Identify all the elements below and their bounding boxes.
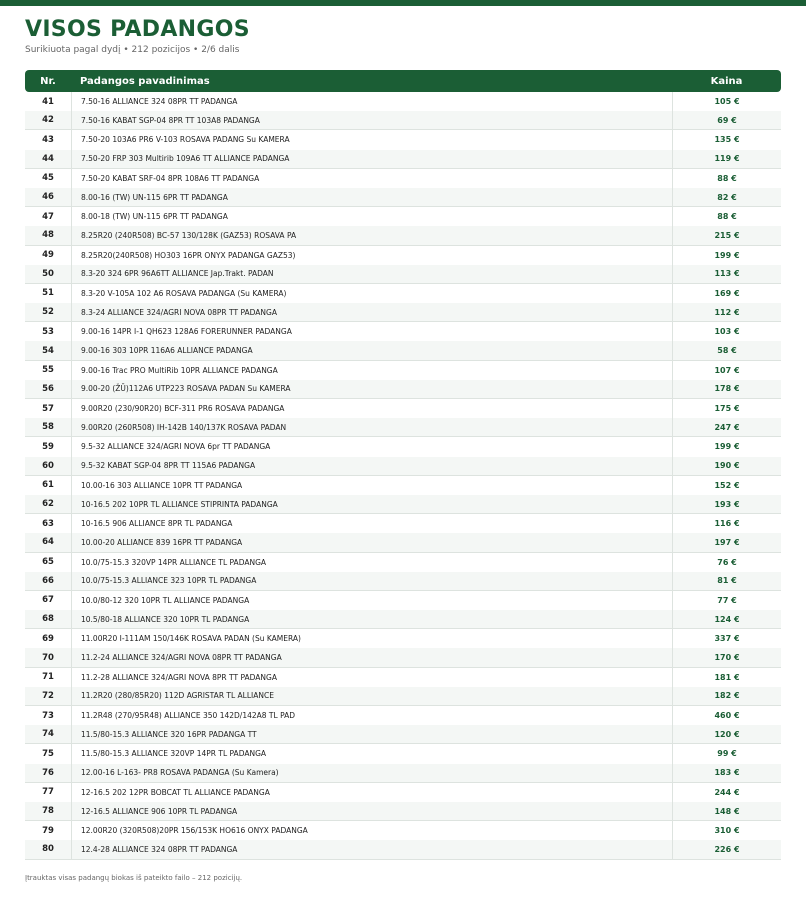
- table-row: [25, 380, 781, 399]
- tire-price: 107 €: [672, 361, 781, 380]
- table-row: [25, 648, 781, 667]
- page-title: VISOS PADANGOS: [25, 17, 250, 42]
- tire-name: 9.00-16 14PR I-1 QH623 128A6 FORERUNNER PADANGA: [71, 322, 672, 341]
- tire-name: 10.0/75-15.3 320VP 14PR ALLIANCE TL PADANGA: [71, 553, 672, 572]
- row-number: 42: [42, 115, 54, 126]
- row-number: 55: [42, 365, 54, 376]
- tire-name: 10.0/75-15.3 ALLIANCE 323 10PR TL PADANGA: [71, 572, 672, 590]
- tire-name: 12.4-28 ALLIANCE 324 08PR TT PADANGA: [71, 840, 672, 858]
- row-number: 64: [42, 537, 54, 548]
- tire-name: 10.0/80-12 320 10PR TL ALLIANCE PADANGA: [71, 591, 672, 610]
- tire-price: 152 €: [672, 476, 781, 495]
- tire-price: 116 €: [672, 514, 781, 533]
- table-row: [25, 764, 781, 783]
- tire-price: 148 €: [672, 802, 781, 820]
- table-row: [25, 246, 781, 265]
- row-number: 77: [42, 787, 54, 798]
- row-number: 71: [42, 672, 54, 683]
- row-number: 60: [42, 460, 54, 471]
- tire-name: 10-16.5 906 ALLIANCE 8PR TL PADANGA: [71, 514, 672, 533]
- tire-price: 120 €: [672, 725, 781, 743]
- tire-name: 7.50-16 KABAT SGP-04 8PR TT 103A8 PADANGA: [71, 111, 672, 129]
- tire-name: 11.2R48 (270/95R48) ALLIANCE 350 142D/142A8 TL PAD: [71, 706, 672, 725]
- table-row: [25, 783, 781, 802]
- table-row: [25, 840, 781, 859]
- table-row: [25, 437, 781, 456]
- tire-price: 182 €: [672, 687, 781, 705]
- column-header-price: Kaina: [710, 75, 743, 87]
- tire-price: 77 €: [672, 591, 781, 610]
- tire-name: 12-16.5 202 12PR BOBCAT TL ALLIANCE PADANGA: [71, 783, 672, 802]
- tire-name: 12.00-16 L-163- PR8 ROSAVA PADANGA (Su Kamera): [71, 764, 672, 782]
- table-row: [25, 610, 781, 629]
- row-number: 65: [42, 557, 54, 568]
- row-number: 53: [42, 326, 54, 337]
- tire-price: 81 €: [672, 572, 781, 590]
- table-row: [25, 188, 781, 207]
- row-number: 79: [42, 825, 54, 836]
- table-row: [25, 495, 781, 514]
- tire-name: 10.5/80-18 ALLIANCE 320 10PR TL PADANGA: [71, 610, 672, 628]
- row-number: 50: [42, 268, 54, 279]
- table-row: [25, 744, 781, 763]
- tire-price: 82 €: [672, 188, 781, 206]
- table-row: [25, 92, 781, 111]
- table-row: [25, 457, 781, 476]
- table-row: [25, 111, 781, 130]
- table-row: [25, 150, 781, 169]
- row-number: 52: [42, 307, 54, 318]
- table-header: [25, 70, 781, 92]
- tire-name: 7.50-20 KABAT SRF-04 8PR 108A6 TT PADANGA: [71, 169, 672, 188]
- table-row: [25, 591, 781, 610]
- row-number: 51: [42, 288, 54, 299]
- tire-price: 175 €: [672, 399, 781, 418]
- tire-price: 169 €: [672, 284, 781, 303]
- row-number: 46: [42, 192, 54, 203]
- row-number: 78: [42, 806, 54, 817]
- table-row: [25, 361, 781, 380]
- tire-name: 8.3-20 V-105A 102 A6 ROSAVA PADANGA (Su KAMERA): [71, 284, 672, 303]
- tire-price: 193 €: [672, 495, 781, 513]
- tire-name: 8.3-24 ALLIANCE 324/AGRI NOVA 08PR TT PADANGA: [71, 303, 672, 321]
- tire-name: 9.00-16 Trac PRO MultiRib 10PR ALLIANCE PADANGA: [71, 361, 672, 380]
- tire-price: 244 €: [672, 783, 781, 802]
- tire-name: 7.50-20 FRP 303 Multirib 109A6 TT ALLIANCE PADANGA: [71, 150, 672, 168]
- tire-name: 10.00-16 303 ALLIANCE 10PR TT PADANGA: [71, 476, 672, 495]
- tire-name: 9.5-32 ALLIANCE 324/AGRI NOVA 6pr TT PADANGA: [71, 437, 672, 456]
- tire-price-table: [25, 70, 781, 860]
- row-number: 80: [42, 844, 54, 855]
- tire-price: 170 €: [672, 648, 781, 666]
- tire-name: 11.2-28 ALLIANCE 324/AGRI NOVA 8PR TT PADANGA: [71, 668, 672, 687]
- tire-price: 178 €: [672, 380, 781, 398]
- row-number: 72: [42, 690, 54, 701]
- row-number: 75: [42, 748, 54, 759]
- tire-name: 8.00-18 (TW) UN-115 6PR TT PADANGA: [71, 207, 672, 226]
- table-row: [25, 687, 781, 706]
- tire-name: 7.50-20 103A6 PR6 V-103 ROSAVA PADANG Su KAMERA: [71, 130, 672, 149]
- table-row: [25, 418, 781, 437]
- tire-name: 8.3-20 324 6PR 96A6TT ALLIANCE Jap.Trakt. PADAN: [71, 265, 672, 283]
- tire-name: 11.5/80-15.3 ALLIANCE 320 16PR PADANGA TT: [71, 725, 672, 743]
- table-row: [25, 341, 781, 360]
- tire-name: 11.2R20 (280/85R20) 112D AGRISTAR TL ALLIANCE: [71, 687, 672, 705]
- table-row: [25, 399, 781, 418]
- row-number: 73: [42, 710, 54, 721]
- table-row: [25, 706, 781, 725]
- row-number: 68: [42, 614, 54, 625]
- tire-name: 11.5/80-15.3 ALLIANCE 320VP 14PR TL PADANGA: [71, 744, 672, 763]
- row-number: 45: [42, 173, 54, 184]
- table-row: [25, 303, 781, 322]
- tire-price: 226 €: [672, 840, 781, 858]
- row-number: 49: [42, 250, 54, 261]
- page-subtitle: Surikiuota pagal dydį • 212 pozicijos • 2/6 dalis: [25, 45, 240, 55]
- tire-price: 58 €: [672, 341, 781, 359]
- tire-price: 310 €: [672, 821, 781, 840]
- tire-price: 76 €: [672, 553, 781, 572]
- tire-price: 119 €: [672, 150, 781, 168]
- tire-name: 9.5-32 KABAT SGP-04 8PR TT 115A6 PADANGA: [71, 457, 672, 475]
- table-row: [25, 207, 781, 226]
- footer-note: Įtrauktas visas padangų biokas iš pateikto failo – 212 pozicijų.: [25, 874, 243, 882]
- tire-price: 99 €: [672, 744, 781, 763]
- table-row: [25, 322, 781, 341]
- row-number: 59: [42, 441, 54, 452]
- row-number: 70: [42, 652, 54, 663]
- table-row: [25, 821, 781, 840]
- tire-name: 8.25R20 (240R508) BC-57 130/128K (GAZ53) ROSAVA PA: [71, 226, 672, 244]
- tire-name: 11.00R20 I-111AM 150/146K ROSAVA PADAN (Su KAMERA): [71, 629, 672, 648]
- tire-name: 9.00-20 (ŽŪ)112A6 UTP223 ROSAVA PADAN Su KAMERA: [71, 380, 672, 398]
- table-row: [25, 169, 781, 188]
- tire-price: 69 €: [672, 111, 781, 129]
- row-number: 41: [42, 96, 54, 107]
- row-number: 57: [42, 403, 54, 414]
- tire-name: 9.00-16 303 10PR 116A6 ALLIANCE PADANGA: [71, 341, 672, 359]
- table-row: [25, 514, 781, 533]
- tire-name: 9.00R20 (260R508) IH-142B 140/137K ROSAVA PADAN: [71, 418, 672, 436]
- tire-name: 10.00-20 ALLIANCE 839 16PR TT PADANGA: [71, 533, 672, 551]
- tire-price: 197 €: [672, 533, 781, 551]
- tire-name: 8.25R20(240R508) HO303 16PR ONYX PADANGA GAZ53): [71, 246, 672, 265]
- row-number: 69: [42, 633, 54, 644]
- tire-name: 10-16.5 202 10PR TL ALLIANCE STIPRINTA PADANGA: [71, 495, 672, 513]
- table-body: [25, 92, 781, 860]
- top-accent-bar: [0, 0, 806, 6]
- table-row: [25, 265, 781, 284]
- tire-name: 8.00-16 (TW) UN-115 6PR TT PADANGA: [71, 188, 672, 206]
- row-number: 67: [42, 595, 54, 606]
- row-number: 74: [42, 729, 54, 740]
- row-number: 61: [42, 480, 54, 491]
- table-row: [25, 130, 781, 149]
- row-number: 47: [42, 211, 54, 222]
- column-header-name: Padangos pavadinimas: [80, 75, 210, 87]
- tire-price: 88 €: [672, 169, 781, 188]
- tire-price: 88 €: [672, 207, 781, 226]
- tire-price: 112 €: [672, 303, 781, 321]
- row-number: 62: [42, 499, 54, 510]
- table-row: [25, 802, 781, 821]
- table-row: [25, 533, 781, 552]
- tire-name: 9.00R20 (230/90R20) BCF-311 PR6 ROSAVA PADANGA: [71, 399, 672, 418]
- row-number: 63: [42, 518, 54, 529]
- tire-price: 105 €: [672, 92, 781, 111]
- row-number: 43: [42, 134, 54, 145]
- table-row: [25, 668, 781, 687]
- table-row: [25, 476, 781, 495]
- tire-name: 12-16.5 ALLIANCE 906 10PR TL PADANGA: [71, 802, 672, 820]
- tire-price: 199 €: [672, 437, 781, 456]
- tire-price: 103 €: [672, 322, 781, 341]
- row-number: 54: [42, 345, 54, 356]
- tire-price: 215 €: [672, 226, 781, 244]
- column-header-nr: Nr.: [40, 75, 56, 87]
- row-number: 44: [42, 153, 54, 164]
- row-number: 58: [42, 422, 54, 433]
- tire-price: 135 €: [672, 130, 781, 149]
- tire-price: 190 €: [672, 457, 781, 475]
- table-row: [25, 226, 781, 245]
- tire-name: 7.50-16 ALLIANCE 324 08PR TT PADANGA: [71, 92, 672, 111]
- tire-name: 11.2-24 ALLIANCE 324/AGRI NOVA 08PR TT PADANGA: [71, 648, 672, 666]
- table-row: [25, 553, 781, 572]
- tire-price: 199 €: [672, 246, 781, 265]
- tire-price: 124 €: [672, 610, 781, 628]
- table-row: [25, 284, 781, 303]
- tire-price: 113 €: [672, 265, 781, 283]
- row-number: 66: [42, 575, 54, 586]
- table-row: [25, 725, 781, 744]
- tire-price: 337 €: [672, 629, 781, 648]
- row-number: 76: [42, 767, 54, 778]
- tire-price: 183 €: [672, 764, 781, 782]
- tire-name: 12.00R20 (320R508)20PR 156/153K HO616 ONYX PADANGA: [71, 821, 672, 840]
- tire-price: 181 €: [672, 668, 781, 687]
- tire-price: 247 €: [672, 418, 781, 436]
- row-number: 48: [42, 230, 54, 241]
- table-row: [25, 572, 781, 591]
- table-row: [25, 629, 781, 648]
- row-number: 56: [42, 383, 54, 394]
- tire-price: 460 €: [672, 706, 781, 725]
